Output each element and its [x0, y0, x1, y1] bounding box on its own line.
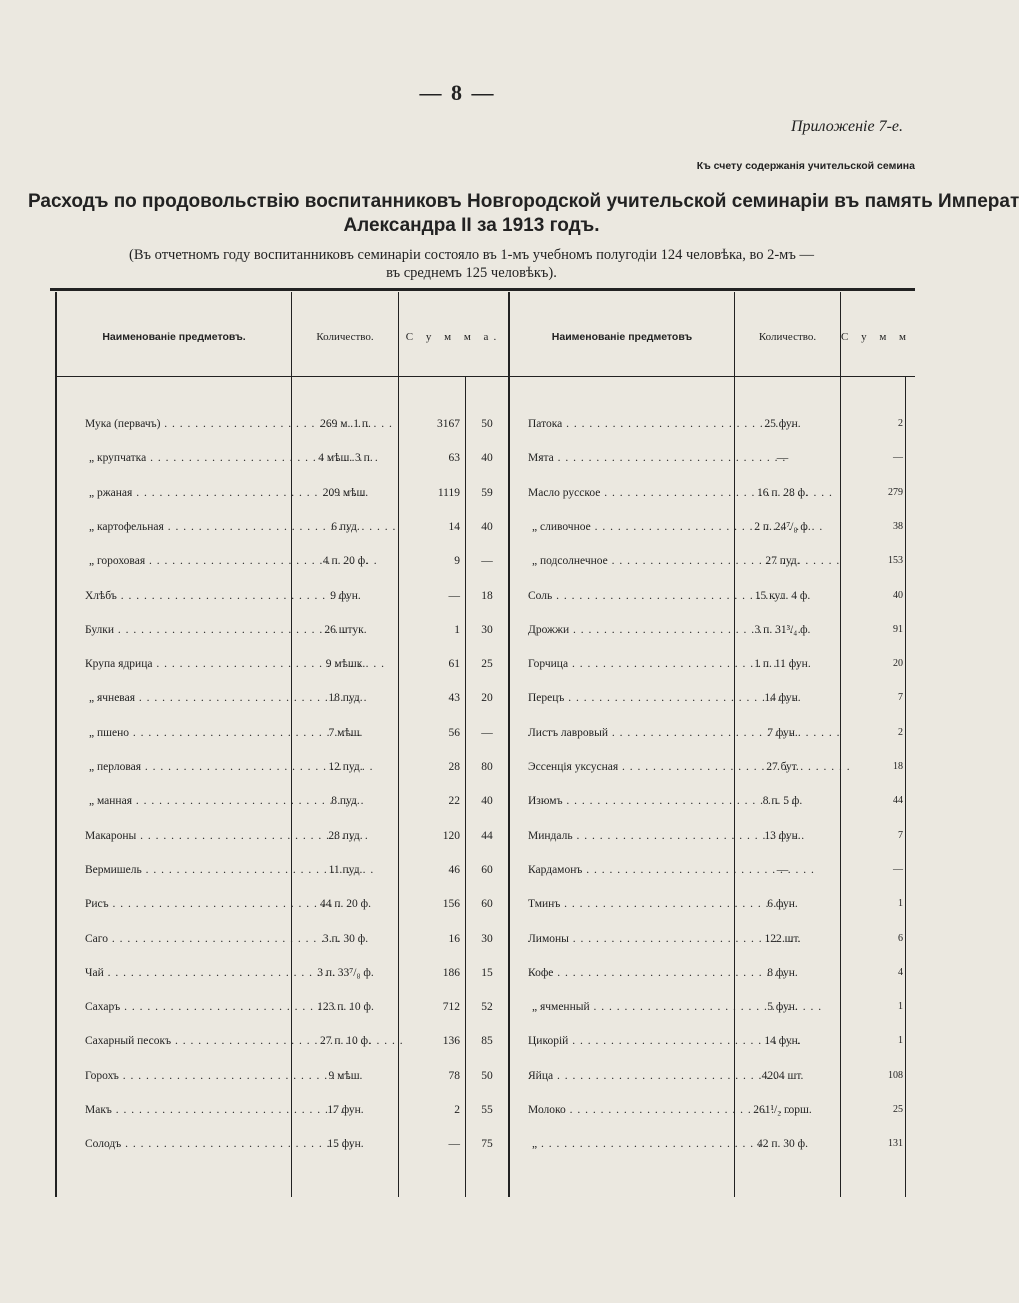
left-item-qty: 3 п. 33⁷/₈ ф.: [317, 966, 374, 979]
left-item-kop: 30: [481, 623, 493, 636]
left-item-kop: 60: [481, 898, 493, 911]
right-item-name: Патока . . .: [528, 414, 733, 434]
left-item-qty: 26 штук.: [324, 623, 367, 636]
right-item-name: Горчица . . .: [528, 654, 733, 674]
right-item-qty: 42 п. 30 ф.: [757, 1138, 808, 1151]
left-item-name: „ гороховая . . .: [85, 551, 294, 571]
left-item-name: Крупа ядрица . . .: [85, 654, 290, 674]
left-item-rub: 16: [448, 932, 460, 945]
left-item-name: „ пшено . . .: [85, 723, 294, 743]
left-item-qty: 6 пуд.: [331, 520, 360, 533]
right-item-rub: 25: [893, 1104, 903, 1115]
right-item-rub: 2: [898, 418, 903, 429]
right-item-qty: 122 шт.: [764, 932, 801, 945]
left-item-kop: 30: [481, 932, 493, 945]
right-item-name: „ сливочное . . .: [528, 517, 737, 537]
right-item-name: Молоко . . .: [528, 1100, 733, 1120]
left-item-rub: 712: [442, 1001, 460, 1014]
enrollment-note: [28, 246, 915, 282]
table-row: [0, 414, 915, 434]
right-item-qty: —: [776, 863, 789, 876]
table-row: [0, 448, 915, 468]
left-item-rub: 46: [448, 863, 460, 876]
title-line-2: Александра II за 1913 годъ.: [343, 215, 600, 236]
left-item-name: „ перловая . . .: [85, 757, 294, 777]
right-item-qty: 2 п. 24⁷/₈ ф.: [754, 520, 811, 533]
right-item-qty: 4204 шт.: [761, 1069, 804, 1082]
left-item-kop: 50: [481, 418, 493, 430]
table-row: [0, 1100, 915, 1120]
right-item-qty: —: [776, 452, 789, 465]
left-item-rub: 2: [454, 1104, 460, 1116]
table-row: [0, 929, 915, 949]
right-item-qty: 1 п. 11 фун.: [754, 658, 811, 671]
left-item-kop: 40: [481, 795, 493, 808]
left-item-kop: —: [481, 726, 493, 739]
table-row: [0, 997, 915, 1017]
left-item-rub: —: [448, 589, 460, 602]
left-item-qty: 9 фун.: [330, 589, 361, 602]
left-item-name: „ ячневая . . .: [85, 688, 294, 708]
left-item-rub: —: [448, 1138, 460, 1151]
header-sum-left: С у м м а.: [405, 331, 502, 343]
header-qty-left: Количество.: [316, 331, 374, 343]
left-item-name: Сахаръ . . .: [85, 997, 290, 1017]
right-item-rub: 91: [893, 623, 903, 635]
left-item-kop: 25: [481, 658, 493, 671]
left-item-kop: 60: [481, 863, 493, 876]
right-item-rub: 20: [893, 658, 903, 670]
right-item-qty: 14 фун.: [764, 1035, 801, 1048]
left-item-name: Рисъ . . .: [85, 894, 290, 914]
left-item-kop: 59: [481, 486, 493, 499]
note-line-2: въ среднемъ 125 человѣкъ).: [386, 265, 557, 281]
left-item-kop: 15: [481, 966, 493, 979]
table-row: [0, 791, 915, 811]
right-item-name: Эссенція уксусная . . .: [528, 757, 733, 777]
left-item-name: „ крупчатка . . .: [85, 448, 294, 468]
right-item-name: „ . . .: [528, 1134, 737, 1154]
left-item-qty: 12 пуд.: [328, 761, 363, 773]
left-item-rub: 28: [448, 761, 460, 773]
right-item-rub: 1: [898, 1035, 903, 1047]
left-item-qty: 18 пуд.: [328, 692, 363, 705]
right-item-qty: 27 бут.: [766, 761, 799, 773]
table-row: [0, 826, 915, 846]
table-top-rule: [50, 288, 915, 291]
left-item-kop: 55: [481, 1104, 493, 1116]
left-item-rub: 156: [442, 898, 460, 911]
header-name-left: Наименованіе предметовъ.: [102, 331, 246, 343]
right-item-name: Дрожжи . . .: [528, 620, 733, 640]
right-item-rub: 40: [893, 589, 903, 601]
right-item-name: Листъ лавровый . . .: [528, 723, 733, 743]
right-item-name: „ подсолнечное . . .: [528, 551, 737, 571]
left-item-rub: 186: [442, 966, 460, 979]
left-item-name: Солодъ . . .: [85, 1134, 290, 1154]
left-item-kop: 85: [481, 1035, 493, 1048]
left-item-name: Мука (первачъ) . . .: [85, 414, 290, 434]
right-item-name: Лимоны . . .: [528, 929, 733, 949]
appendix-label: Приложеніе 7-е.: [790, 118, 903, 135]
left-item-rub: 120: [442, 829, 460, 842]
left-item-qty: 4 мѣш. 3 п.: [318, 452, 373, 465]
right-item-rub: 2: [898, 726, 903, 738]
right-item-rub: 108: [888, 1069, 903, 1081]
right-item-name: Тминъ . . .: [528, 894, 733, 914]
left-item-qty: 269 м. 1 п.: [320, 418, 371, 430]
left-item-name: „ ржаная . . .: [85, 483, 294, 503]
left-item-rub: 9: [454, 555, 460, 568]
left-item-rub: 63: [448, 452, 460, 465]
right-item-rub: 1: [898, 1001, 903, 1013]
right-item-qty: 27 пуд.: [765, 555, 800, 568]
left-item-rub: 136: [442, 1035, 460, 1048]
left-item-qty: 3 п. 30 ф.: [322, 932, 369, 945]
right-item-qty: 8 фун.: [767, 966, 798, 979]
right-item-qty: 8 п. 5 ф.: [762, 795, 803, 808]
left-item-name: Булки . . .: [85, 620, 290, 640]
right-item-rub: 44: [893, 795, 903, 807]
left-item-rub: 61: [448, 658, 460, 671]
right-item-rub: 18: [893, 761, 903, 772]
right-item-rub: 6: [898, 932, 903, 944]
table-row: [0, 654, 915, 674]
table-row: [0, 551, 915, 571]
left-item-kop: 20: [481, 692, 493, 705]
right-item-qty: 13 фун.: [764, 829, 801, 842]
left-item-qty: 4 п. 20 ф.: [322, 555, 369, 568]
left-item-qty: 9 мѣш.: [328, 1069, 363, 1082]
right-item-name: Яйца . . .: [528, 1066, 733, 1086]
left-item-kop: —: [481, 555, 493, 568]
header-qty-right: Количество.: [758, 331, 817, 343]
left-item-name: Сахарный песокъ . . .: [85, 1031, 290, 1051]
right-item-rub: 1: [898, 898, 903, 910]
right-item-qty: 15 кул. 4 ф.: [754, 589, 811, 602]
left-item-rub: 78: [448, 1069, 460, 1082]
right-item-qty: 25 фун.: [764, 418, 801, 430]
right-item-name: Перецъ . . .: [528, 688, 733, 708]
right-item-name: Соль . . .: [528, 586, 733, 606]
right-item-qty: 5 фун.: [767, 1001, 798, 1014]
left-item-qty: 209 мѣш.: [322, 486, 369, 499]
left-item-rub: 1119: [437, 486, 460, 499]
left-item-qty: 27 п. 10 ф.: [320, 1035, 371, 1048]
left-item-name: Вермишель . . .: [85, 860, 290, 880]
left-item-name: Саго . . .: [85, 929, 290, 949]
left-item-kop: 40: [481, 452, 493, 465]
page-number: — 8 —: [419, 80, 496, 105]
right-item-qty: 6 фун.: [767, 898, 798, 911]
right-item-name: Масло русское . . .: [528, 483, 733, 503]
right-item-rub: 153: [888, 555, 903, 567]
left-item-qty: 123 п. 10 ф.: [317, 1001, 374, 1014]
left-item-name: Чай . . .: [85, 963, 290, 983]
left-item-kop: 80: [481, 761, 493, 773]
table-row: [0, 586, 915, 606]
left-item-kop: 52: [481, 1001, 493, 1014]
right-item-name: Кардамонъ . . .: [528, 860, 733, 880]
table-row: [0, 1066, 915, 1086]
table-row: [0, 1031, 915, 1051]
left-item-qty: 44 п. 20 ф.: [320, 898, 371, 911]
left-item-qty: 11 пуд.: [328, 863, 363, 876]
title-line-1: Расходъ по продовольствію воспитанниковъ Новгородской учительской семинаріи въ память Императ: [28, 191, 1019, 212]
right-item-rub: 7: [898, 692, 903, 704]
right-item-rub: 279: [888, 486, 903, 498]
right-item-name: „ ячменный . . .: [528, 997, 737, 1017]
right-item-rub: —: [893, 863, 903, 875]
left-item-qty: 8 пуд.: [331, 795, 360, 808]
right-item-name: Миндаль . . .: [528, 826, 733, 846]
left-item-qty: 9 мѣшк.: [325, 658, 366, 671]
left-item-rub: 3167: [437, 418, 460, 430]
note-line-1: (Въ отчетномъ году воспитанниковъ семинаріи состояло въ 1-мъ учебномъ полугодіи 124 человѣка, во 2-мъ —: [129, 247, 814, 263]
table-row: [0, 620, 915, 640]
table-row: [0, 860, 915, 880]
right-item-qty: 261¹/₂ горш.: [753, 1104, 812, 1116]
right-item-qty: 3 п. 31³/₄ ф.: [754, 623, 811, 636]
left-item-name: Макъ . . .: [85, 1100, 290, 1120]
right-item-name: Кофе . . .: [528, 963, 733, 983]
left-item-rub: 56: [448, 726, 460, 739]
left-item-kop: 75: [481, 1138, 493, 1151]
left-item-name: Макароны . . .: [85, 826, 290, 846]
left-item-qty: 17 фун.: [327, 1104, 364, 1116]
table-row: [0, 688, 915, 708]
table-row: [0, 1134, 915, 1154]
table-row: [0, 723, 915, 743]
table-row: [0, 894, 915, 914]
left-item-name: Хлѣбъ . . .: [85, 586, 290, 606]
left-item-name: Горохъ . . .: [85, 1066, 290, 1086]
left-item-kop: 18: [481, 589, 493, 602]
left-item-name: „ манная . . .: [85, 791, 294, 811]
left-item-qty: 28 пуд.: [328, 829, 363, 842]
account-label: Къ счету содержанія учительской семина: [696, 160, 915, 172]
right-item-name: Цикорій . . .: [528, 1031, 733, 1051]
table-row: [0, 483, 915, 503]
left-item-kop: 44: [481, 829, 493, 842]
right-item-rub: 131: [888, 1138, 903, 1150]
left-item-rub: 22: [448, 795, 460, 808]
table-row: [0, 963, 915, 983]
left-item-qty: 7 мѣш.: [328, 726, 363, 739]
left-item-kop: 40: [481, 520, 493, 533]
left-item-kop: 50: [481, 1069, 493, 1082]
left-item-qty: 15 фун.: [327, 1138, 364, 1151]
right-item-name: Мята . . .: [528, 448, 733, 468]
left-item-rub: 43: [448, 692, 460, 705]
right-item-rub: —: [893, 452, 903, 464]
right-item-qty: 7 фун.: [767, 726, 798, 739]
right-item-name: Изюмъ . . .: [528, 791, 733, 811]
left-item-rub: 1: [454, 623, 460, 636]
right-item-rub: 7: [898, 829, 903, 841]
header-sum-right: С у м м: [841, 331, 912, 343]
right-item-rub: 38: [893, 520, 903, 532]
right-item-qty: 14 фун.: [764, 692, 801, 705]
left-item-rub: 14: [448, 520, 460, 533]
right-item-rub: 4: [898, 966, 903, 978]
left-item-name: „ картофельная . . .: [85, 517, 294, 537]
table-row: [0, 757, 915, 777]
right-item-qty: 16 п. 28 ф.: [757, 486, 808, 499]
table-row: [0, 517, 915, 537]
document-title: [28, 190, 1019, 238]
header-name-right: Наименованіе предметовъ: [551, 331, 693, 343]
